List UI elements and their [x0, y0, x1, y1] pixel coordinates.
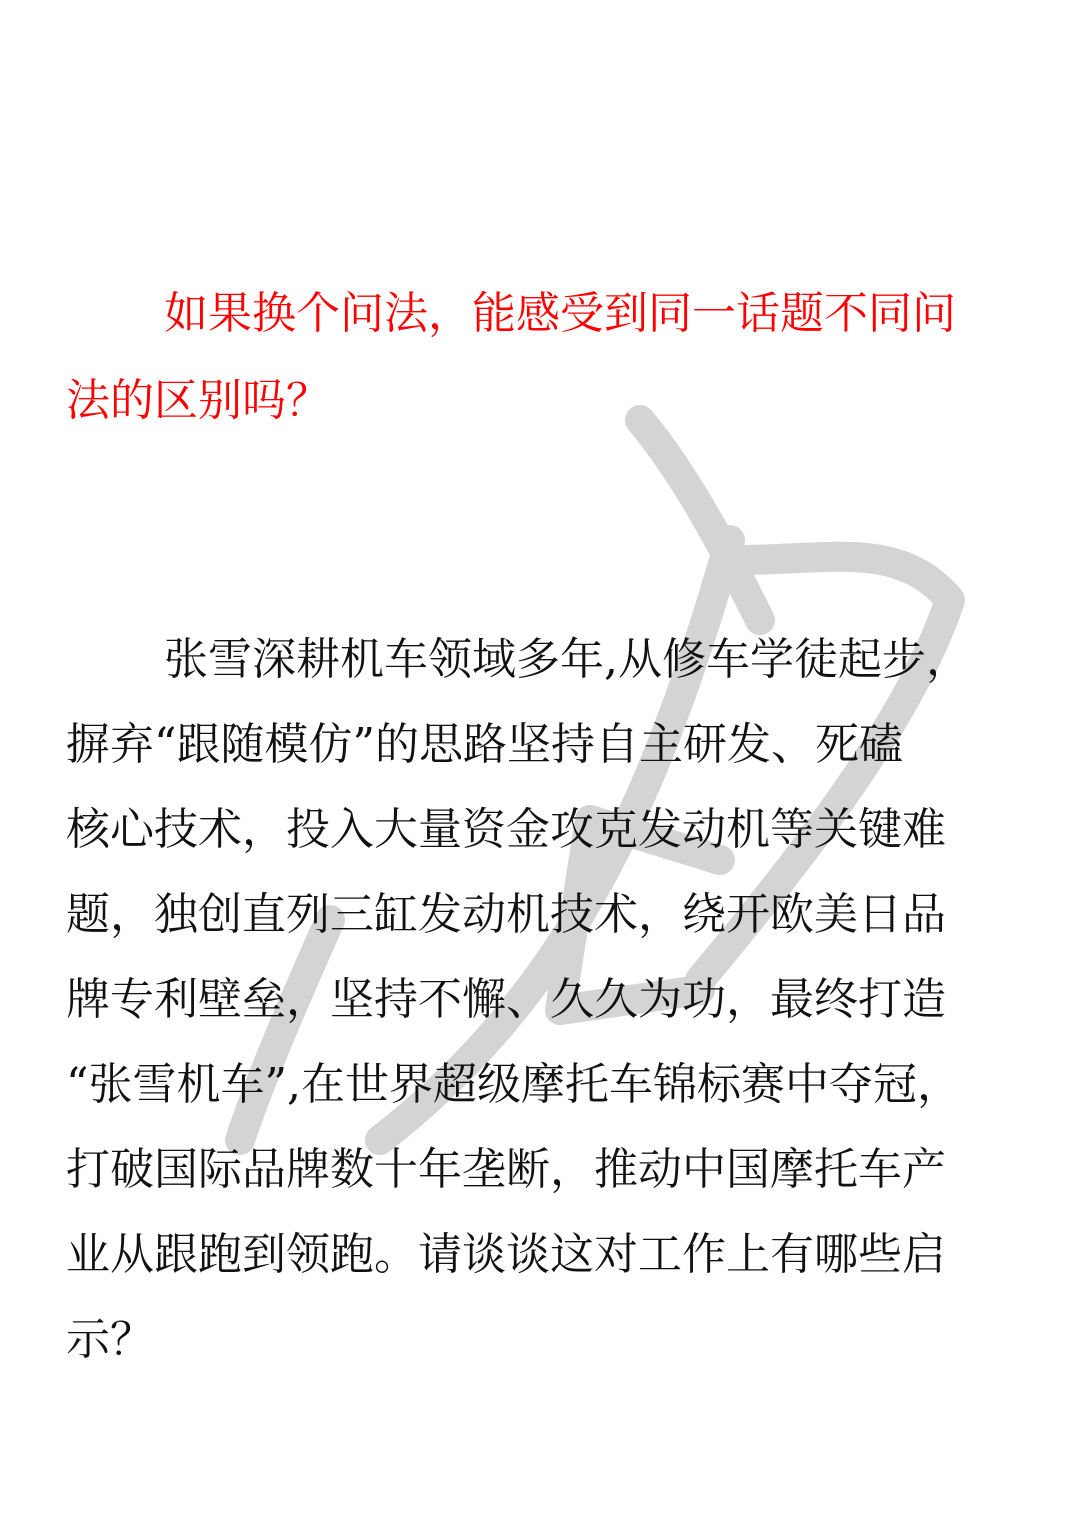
passage-line-3: 核心技术，投入大量资金攻克发动机等关键难: [66, 804, 946, 855]
question-line-2: 法的区别吗？: [66, 375, 330, 426]
question-line-1: 如果换个问法，能感受到同一话题不同问: [164, 288, 956, 339]
passage-line-6: “张雪机车”,在世界超级摩托车锦标赛中夺冠，: [66, 1059, 961, 1110]
passage-line-8: 业从跟跑到领跑。请谈谈这对工作上有哪些启: [66, 1229, 946, 1280]
passage-line-4: 题，独创直列三缸发动机技术，绕开欧美日品: [66, 889, 946, 940]
passage-line-1: 张雪深耕机车领域多年,从修车学徒起步，: [164, 634, 970, 685]
passage-line-2: 摒弃“跟随模仿”的思路坚持自主研发、死磕: [66, 719, 903, 770]
passage-line-7: 打破国际品牌数十年垄断，推动中国摩托车产: [66, 1144, 946, 1195]
watermark-stroke-top: [640, 420, 760, 620]
passage-line-9: 示？: [66, 1314, 154, 1365]
passage-line-5: 牌专利壁垒，坚持不懈、久久为功，最终打造: [66, 974, 946, 1025]
